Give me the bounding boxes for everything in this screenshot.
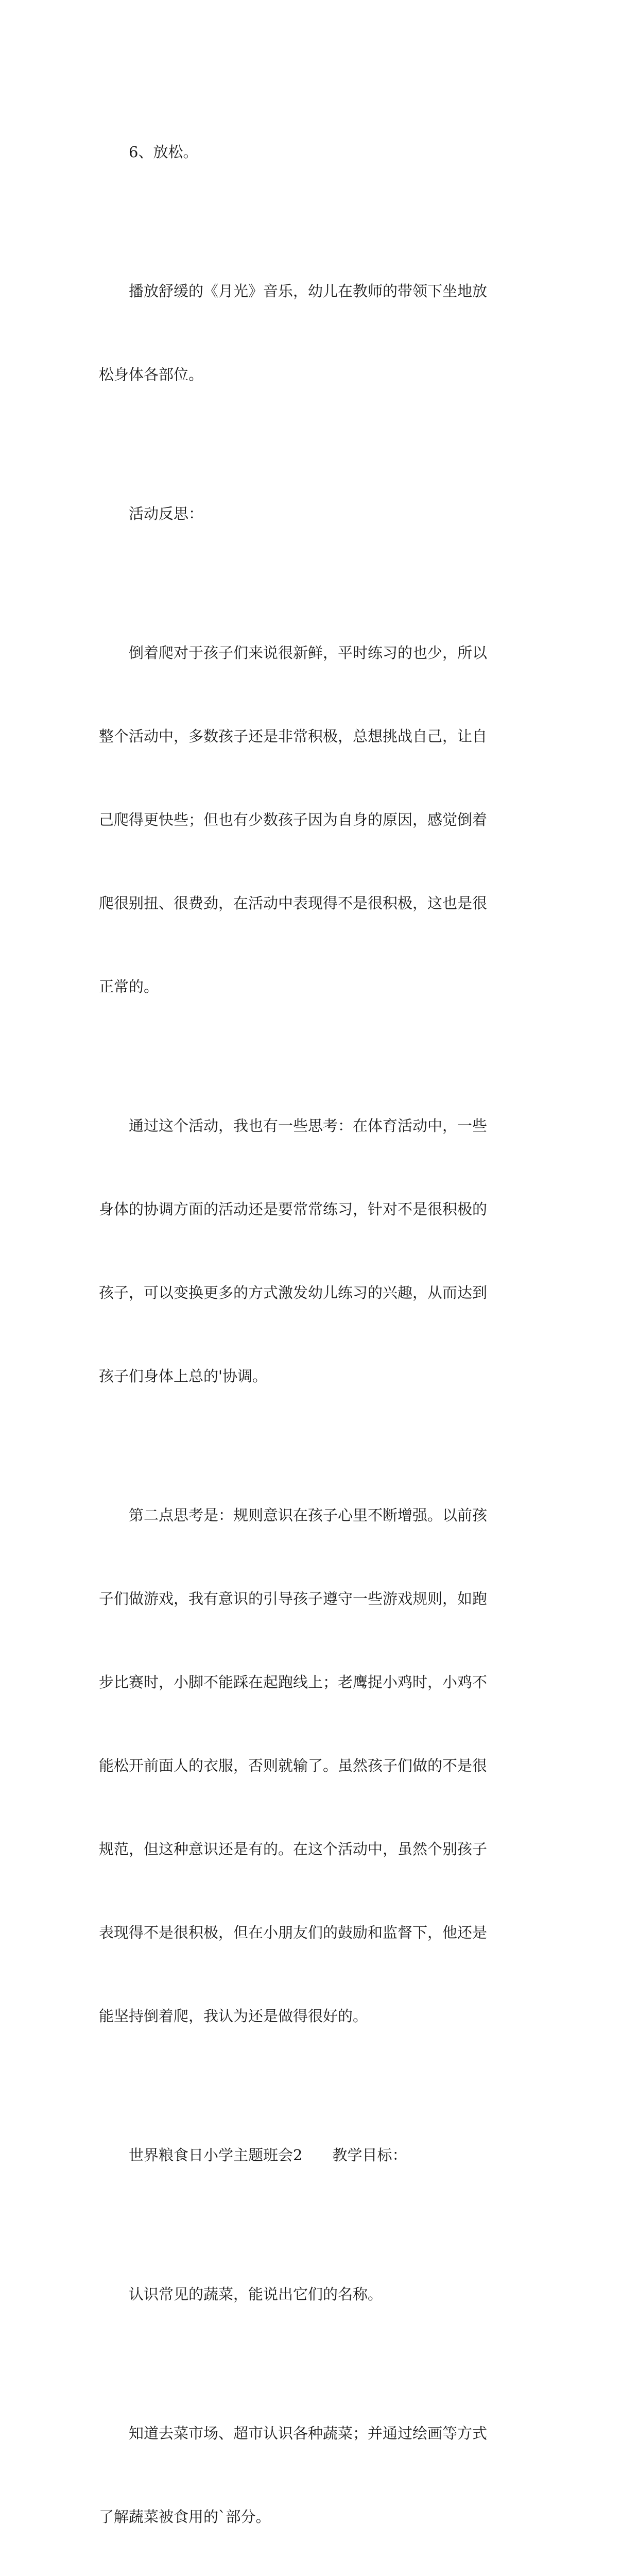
text-line: 孩子，可以变换更多的方式激发幼儿练习的兴趣，从而达到 bbox=[99, 1284, 488, 1301]
text-line: 规范，但这种意识还是有的。在这个活动中，虽然个别孩子 bbox=[99, 1840, 488, 1858]
paragraph-goal-2 bbox=[99, 2364, 542, 2576]
text-line: 能坚持倒着爬，我认为还是做得很好的。 bbox=[99, 2007, 368, 2025]
text-line: 知道去菜市场、超市认识各种蔬菜；并通过绘画等方式 bbox=[129, 2425, 488, 2442]
text-line: 播放舒缓的《月光》音乐，幼儿在教师的带领下坐地放 bbox=[129, 282, 488, 300]
text-line: 己爬得更快些；但也有少数孩子因为自身的原因，感觉倒着 bbox=[99, 811, 488, 828]
paragraph-relax-step bbox=[99, 82, 542, 222]
section-heading-reflection bbox=[99, 444, 542, 583]
text-line: 爬很别扭、很费劲，在活动中表现得不是很积极，这也是很 bbox=[99, 894, 488, 912]
paragraph-reflection-1 bbox=[99, 583, 542, 1056]
text-line: 6、放松。 bbox=[129, 143, 198, 161]
text-line: 倒着爬对于孩子们来说很新鲜，平时练习的也少，所以 bbox=[129, 644, 488, 662]
text-line: 子们做游戏，我有意识的引导孩子遵守一些游戏规则，如跑 bbox=[99, 1590, 488, 1607]
paragraph-reflection-2 bbox=[99, 1056, 542, 1446]
text-line: 步比赛时，小脚不能踩在起跑线上；老鹰捉小鸡时，小鸡不 bbox=[99, 1673, 488, 1691]
text-line: 认识常见的蔬菜，能说出它们的名称。 bbox=[129, 2285, 383, 2303]
section-heading-class-meeting bbox=[99, 2086, 542, 2225]
text-line: 世界粮食日小学主题班会2 教学目标： bbox=[129, 2146, 407, 2164]
paragraph-goal-1 bbox=[99, 2225, 542, 2364]
text-line: 孩子们身体上总的'协调。 bbox=[99, 1367, 267, 1385]
paragraph-moonlight-music bbox=[99, 222, 542, 444]
text-line: 表现得不是很积极，但在小朋友们的鼓励和监督下，他还是 bbox=[99, 1924, 488, 1941]
text-line: 整个活动中，多数孩子还是非常积极，总想挑战自己，让自 bbox=[99, 727, 488, 745]
text-line: 通过这个活动，我也有一些思考：在体育活动中，一些 bbox=[129, 1117, 488, 1134]
text-line: 能松开前面人的衣服，否则就输了。虽然孩子们做的不是很 bbox=[99, 1757, 488, 1774]
paragraph-reflection-3 bbox=[99, 1446, 542, 2086]
text-line: 了解蔬菜被食用的`部分。 bbox=[99, 2508, 271, 2526]
text-line: 活动反思： bbox=[129, 505, 204, 522]
document-body bbox=[99, 82, 542, 2576]
text-line: 松身体各部位。 bbox=[99, 366, 204, 383]
text-line: 身体的协调方面的活动还是要常常练习，针对不是很积极的 bbox=[99, 1200, 488, 1218]
text-line: 正常的。 bbox=[99, 978, 159, 995]
text-line: 第二点思考是：规则意识在孩子心里不断增强。以前孩 bbox=[129, 1506, 488, 1524]
